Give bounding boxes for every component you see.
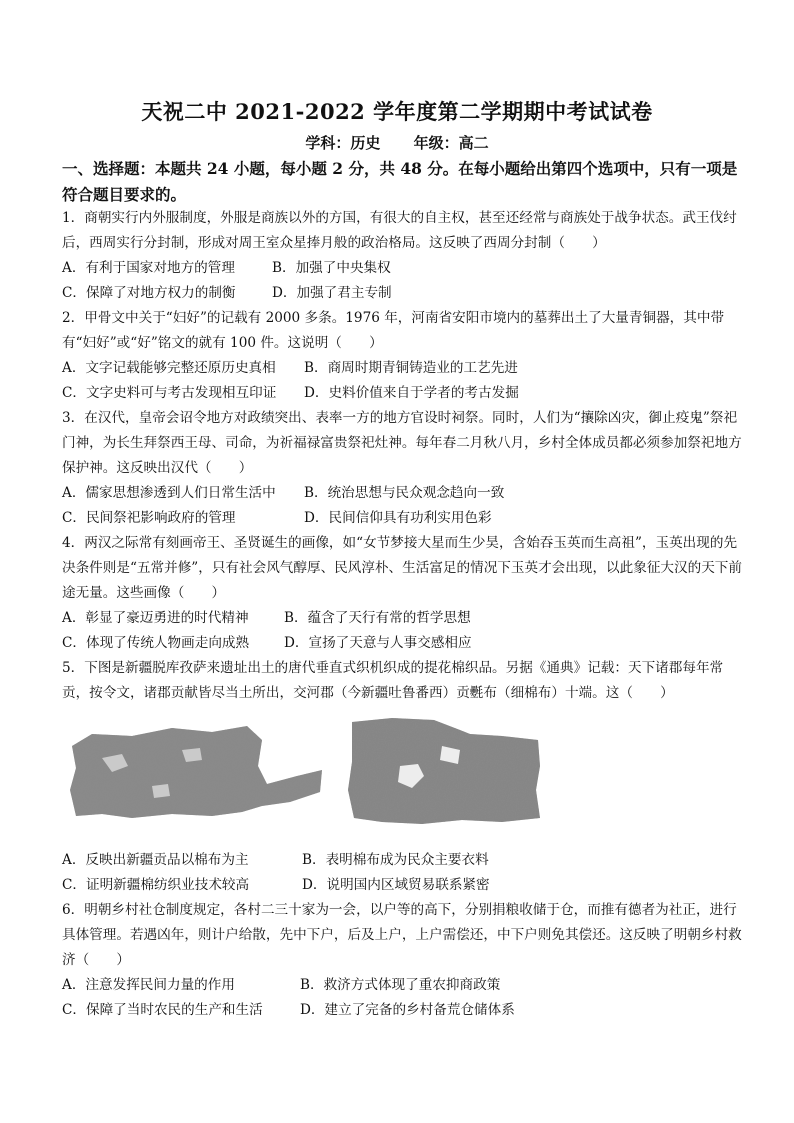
option-b: B．蕴含了天行有常的哲学思想 (284, 610, 471, 626)
option-c: C．民间祭祀影响政府的管理 (62, 510, 236, 526)
option-c: C．证明新疆棉纺织业技术较高 (62, 877, 250, 893)
option-row (62, 873, 742, 898)
question-stem: 4．两汉之际常有刻画帝王、圣贤诞生的画像，如“女节梦接大星而生少昊，含始吞玉英而生高祖”，玉英出现的先决条件则是“五常并修”，只有社会风气醇厚、民风淳朴、生活富足的情况下玉英才会出现，以此象征大汉的天下前途无量。这些画像（ ） (62, 535, 742, 601)
exam-title: 天祝二中 2021-2022 学年度第二学期期中考试试卷 (141, 99, 653, 124)
option-d: D．民间信仰具有功利实用色彩 (304, 510, 492, 526)
question-6 (62, 898, 742, 1023)
option-row (62, 356, 742, 381)
question-4 (62, 531, 742, 656)
option-b: B．救济方式体现了重农抑商政策 (300, 977, 501, 993)
question-stem: 2．甲骨文中关于“妇好”的记载有 2000 多条。1976 年，河南省安阳市境内的墓葬出土了大量青铜器，其中带有“妇好”或“好”铭文的就有 100 件。这说明（ ） (62, 310, 725, 351)
option-row (62, 506, 742, 531)
question-3 (62, 406, 742, 531)
option-c: C．保障了对地方权力的制衡 (62, 285, 236, 301)
option-b: B．统治思想与民众观念趋向一致 (304, 485, 505, 501)
option-row (62, 998, 742, 1023)
question-5 (62, 656, 742, 898)
question-stem: 6．明朝乡村社仓制度规定，各村二三十家为一会，以户等的高下，分别捐粮收储于仓，而推有德者为社正，进行具体管理。若遇凶年，则计户给散，先中下户，后及上户，上户需偿还，中下户则免其偿还。这反映了明朝乡村救济（ ） (62, 902, 742, 968)
option-a: A．有利于国家对地方的管理 (62, 260, 235, 276)
option-d: D．史料价值来自于学者的考古发掘 (304, 385, 519, 401)
question-2 (62, 306, 742, 406)
fabric-fragment-right (348, 718, 540, 824)
option-d: D．建立了完备的乡村备荒仓储体系 (300, 1002, 515, 1018)
option-b: B．商周时期青铜铸造业的工艺先进 (304, 360, 518, 376)
option-row (62, 281, 742, 306)
section-heading: 一、选择题：本题共 24 小题，每小题 2 分，共 48 分。在每小题给出第四个选项中，只有一项是符合题目要求的。 (62, 159, 738, 204)
option-d: D．宣扬了天意与人事交感相应 (284, 635, 472, 651)
subject-label: 学科：历史 (305, 134, 381, 152)
option-a: A．儒家思想渗透到人们日常生活中 (62, 485, 276, 501)
grade-label: 年级：高二 (413, 134, 489, 152)
option-c: C．文字史料可与考古发现相互印证 (62, 385, 277, 401)
option-row (62, 606, 742, 631)
option-d: D．加强了君主专制 (272, 285, 392, 301)
question-list (62, 206, 742, 1023)
option-d: D．说明国内区域贸易联系紧密 (302, 877, 490, 893)
option-row (62, 631, 742, 656)
option-b: B．加强了中央集权 (272, 260, 391, 276)
option-row (62, 256, 742, 281)
question-1 (62, 206, 742, 306)
exam-subtitle (0, 132, 794, 153)
option-a: A．文字记载能够完整还原历史真相 (62, 360, 276, 376)
question-stem: 5．下图是新疆脱库孜萨来遗址出土的唐代垂直式织机织成的提花棉织品。另据《通典》记载：天下诸郡每年常贡，按令文，诸郡贡献皆尽当土所出，交河郡（今新疆吐鲁番西）贡氎布（细棉布）十端。这（ ） (62, 660, 724, 701)
cotton-fabric-figure (62, 706, 742, 848)
option-row (62, 381, 742, 406)
option-row (62, 481, 742, 506)
option-b: B．表明棉布成为民众主要衣料 (302, 852, 489, 868)
question-stem: 1．商朝实行内外服制度，外服是商族以外的方国，有很大的自主权，甚至还经常与商族处于战争状态。武王伐纣后，西周实行分封制，形成对周王室众星捧月般的政治格局。这反映了西周分封制（ ） (62, 210, 737, 251)
question-stem: 3．在汉代，皇帝会诏令地方对政绩突出、表率一方的地方官设时祠祭。同时，人们为“攘除凶灾，御止疫鬼”祭祀门神，为长生拜祭西王母、司命，为祈福禄富贵祭祀灶神。每年春二月秋八月，乡村全体成员都必须参加祭祀地方保护神。这反映出汉代（ ） (62, 410, 742, 476)
option-c: C．保障了当时农民的生产和生活 (62, 1002, 263, 1018)
option-c: C．体现了传统人物画走向成熟 (62, 635, 250, 651)
option-a: A．反映出新疆贡品以棉布为主 (62, 852, 249, 868)
option-row (62, 973, 742, 998)
option-a: A．彰显了豪迈勇进的时代精神 (62, 610, 249, 626)
option-a: A．注意发挥民间力量的作用 (62, 977, 235, 993)
cotton-fabric-photos (62, 706, 742, 848)
option-row (62, 848, 742, 873)
fabric-fragment-left (70, 726, 322, 818)
